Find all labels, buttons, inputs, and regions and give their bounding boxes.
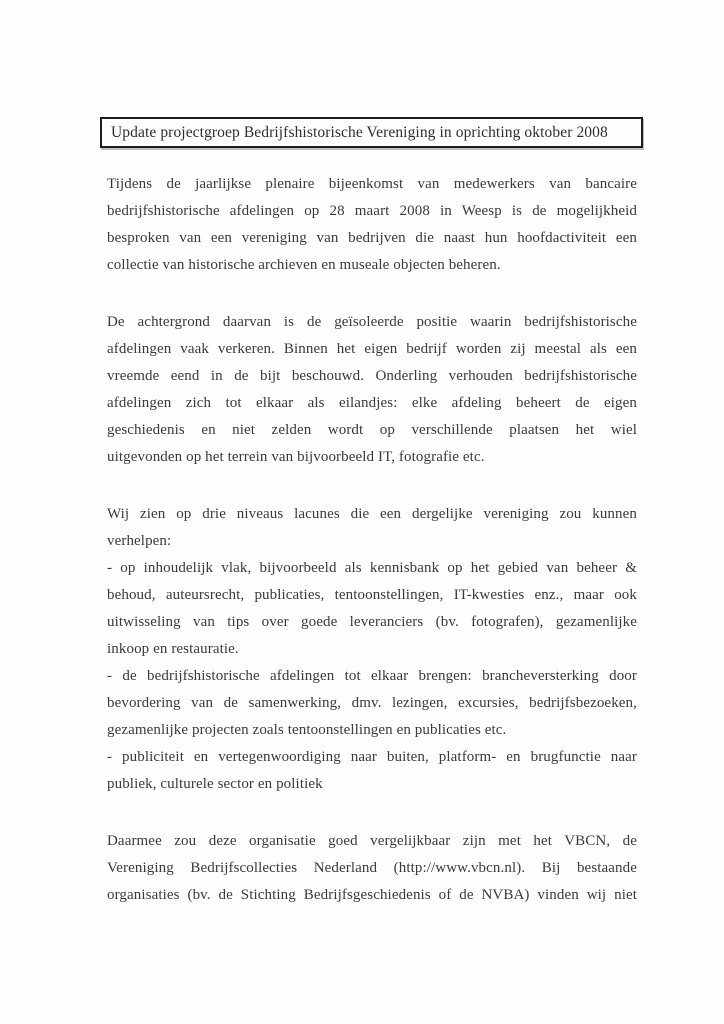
title-box xyxy=(100,117,643,148)
text-line: Tijdens de jaarlijkse plenaire bijeenkomst van medewerkers van bancaire xyxy=(107,176,637,192)
text-line: Daarmee zou deze organisatie goed vergelijkbaar zijn met het VBCN, de xyxy=(107,833,637,849)
text-line: inkoop en restauratie. xyxy=(107,641,239,657)
text-line: uitgevonden op het terrein van bijvoorbeeld IT, fotografie etc. xyxy=(107,449,485,465)
text-line: - de bedrijfshistorische afdelingen tot elkaar brengen: brancheversterking door xyxy=(107,668,637,684)
paragraph-intro xyxy=(107,171,637,279)
text-line: behoud, auteursrecht, publicaties, tentoonstellingen, IT-kwesties enz., maar ook xyxy=(107,587,637,603)
text-line: bevordering van de samenwerking, dmv. lezingen, excursies, bedrijfsbezoeken, xyxy=(107,695,637,711)
paragraph-vbcn xyxy=(107,828,637,909)
text-line: verhelpen: xyxy=(107,533,172,549)
text-line: Vereniging Bedrijfscollecties Nederland (http://www.vbcn.nl). Bij bestaande xyxy=(107,860,637,876)
document-body xyxy=(107,171,637,909)
paragraph-niveaus-list xyxy=(107,501,637,798)
text-line: afdelingen vaak verkeren. Binnen het eigen bedrijf worden zij meestal als een xyxy=(107,341,637,357)
document-title: Update projectgroep Bedrijfshistorische Vereniging in oprichting oktober 2008 xyxy=(111,123,608,141)
text-line: collectie van historische archieven en museale objecten beheren. xyxy=(107,257,501,273)
text-line: De achtergrond daarvan is de geïsoleerde positie waarin bedrijfshistorische xyxy=(107,314,637,330)
text-line: bedrijfshistorische afdelingen op 28 maart 2008 in Weesp is de mogelijkheid xyxy=(107,203,637,219)
text-line: besproken van een vereniging van bedrijven die naast hun hoofdactiviteit een xyxy=(107,230,637,246)
text-line: Wij zien op drie niveaus lacunes die een dergelijke vereniging zou kunnen xyxy=(107,506,637,522)
text-line: uitwisseling van tips over goede leveranciers (bv. fotografen), gezamenlijke xyxy=(107,614,637,630)
text-line: gezamenlijke projecten zoals tentoonstellingen en publicaties etc. xyxy=(107,722,507,738)
text-line: - publiciteit en vertegenwoordiging naar buiten, platform- en brugfunctie naar xyxy=(107,749,637,765)
text-line: geschiedenis en niet zelden wordt op verschillende plaatsen het wiel xyxy=(107,422,637,438)
paragraph-background xyxy=(107,309,637,471)
text-line: organisaties (bv. de Stichting Bedrijfsgeschiedenis of de NVBA) vinden wij niet xyxy=(107,887,637,903)
text-line: vreemde eend in de bijt beschouwd. Onderling verhouden bedrijfshistorische xyxy=(107,368,637,384)
text-line list-item-line: - op inhoudelijk vlak, bijvoorbeeld als kennisbank op het gebied van beheer & xyxy=(107,560,637,576)
text-line: afdelingen zich tot elkaar als eilandjes: elke afdeling beheert de eigen xyxy=(107,395,637,411)
text-line: publiek, culturele sector en politiek xyxy=(107,776,323,792)
